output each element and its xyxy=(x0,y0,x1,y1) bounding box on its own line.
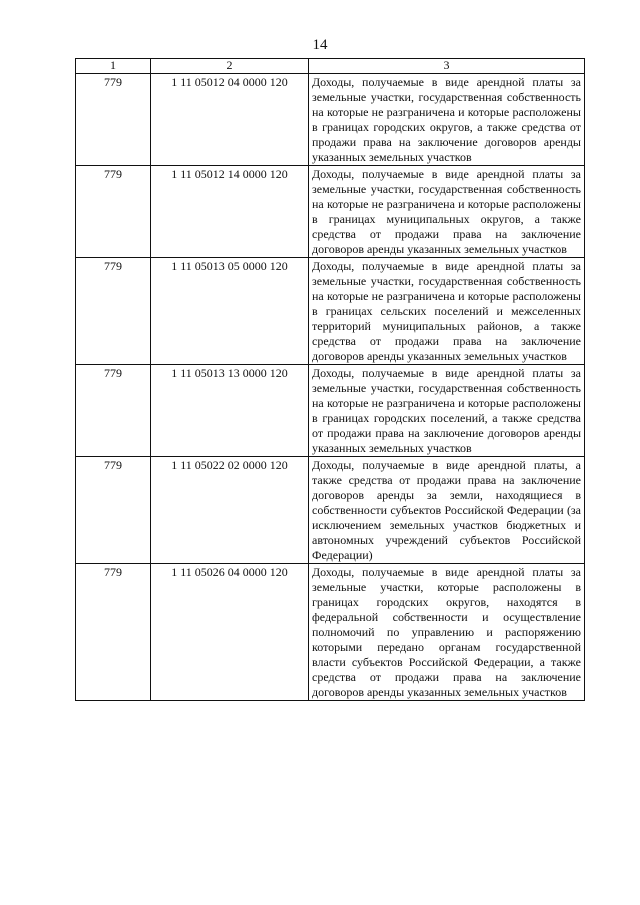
table-row xyxy=(76,365,585,457)
table-row xyxy=(76,74,585,166)
admin-code-cell: 779 xyxy=(76,365,151,457)
admin-code-cell: 779 xyxy=(76,564,151,701)
description-cell: Доходы, получаемые в виде арендной платы за земельные участки, которые расположены в границах городских округов, находятся в федеральной собственности и осуществление полномочий по управлению и распоряжению которыми передано органам государственной власти субъектов Российской Федерации, а также средства от продажи права на заключение договоров аренды указанных земельных участков xyxy=(309,564,585,701)
description-cell: Доходы, получаемые в виде арендной платы за земельные участки, государственная собственность на которые не разграничена и которые расположены в границах городских округов, а также средства от продажи права на заключение договоров аренды указанных земельных участков xyxy=(309,74,585,166)
table-row xyxy=(76,457,585,564)
column-header-1: 1 xyxy=(76,59,151,74)
description-cell: Доходы, получаемые в виде арендной платы за земельные участки, государственная собственность на которые не разграничена и которые расположены в границах сельских поселений и межселенных территорий муниципальных районов, а также средства от продажи права на заключение договоров аренды указанных земельных участков xyxy=(309,258,585,365)
admin-code-cell: 779 xyxy=(76,166,151,258)
budget-code-cell: 1 11 05013 13 0000 120 xyxy=(151,365,309,457)
budget-code-cell: 1 11 05022 02 0000 120 xyxy=(151,457,309,564)
admin-code-cell: 779 xyxy=(76,457,151,564)
budget-code-cell: 1 11 05013 05 0000 120 xyxy=(151,258,309,365)
budget-code-cell: 1 11 05012 04 0000 120 xyxy=(151,74,309,166)
description-cell: Доходы, получаемые в виде арендной платы за земельные участки, государственная собственность на которые не разграничена и которые расположены в границах городских поселений, а также средства от продажи права на заключение договоров аренды указанных земельных участков xyxy=(309,365,585,457)
budget-code-cell: 1 11 05026 04 0000 120 xyxy=(151,564,309,701)
column-header-3: 3 xyxy=(309,59,585,74)
budget-code-cell: 1 11 05012 14 0000 120 xyxy=(151,166,309,258)
page-number: 14 xyxy=(312,37,328,53)
description-cell: Доходы, получаемые в виде арендной платы, а также средства от продажи права на заключение договоров аренды за земли, находящиеся в собственности субъектов Российской Федерации (за исключением земельных участков бюджетных и автономных учреждений субъектов Российской Федерации) xyxy=(309,457,585,564)
table-header-row xyxy=(76,59,585,74)
table-row xyxy=(76,258,585,365)
column-header-2: 2 xyxy=(151,59,309,74)
table-row xyxy=(76,564,585,701)
admin-code-cell: 779 xyxy=(76,74,151,166)
budget-classification-table xyxy=(75,58,585,701)
description-cell: Доходы, получаемые в виде арендной платы за земельные участки, государственная собственность на которые не разграничена и которые расположены в границах муниципальных округов, а также средства от продажи права на заключение договоров аренды указанных земельных участков xyxy=(309,166,585,258)
admin-code-cell: 779 xyxy=(76,258,151,365)
table-row xyxy=(76,166,585,258)
